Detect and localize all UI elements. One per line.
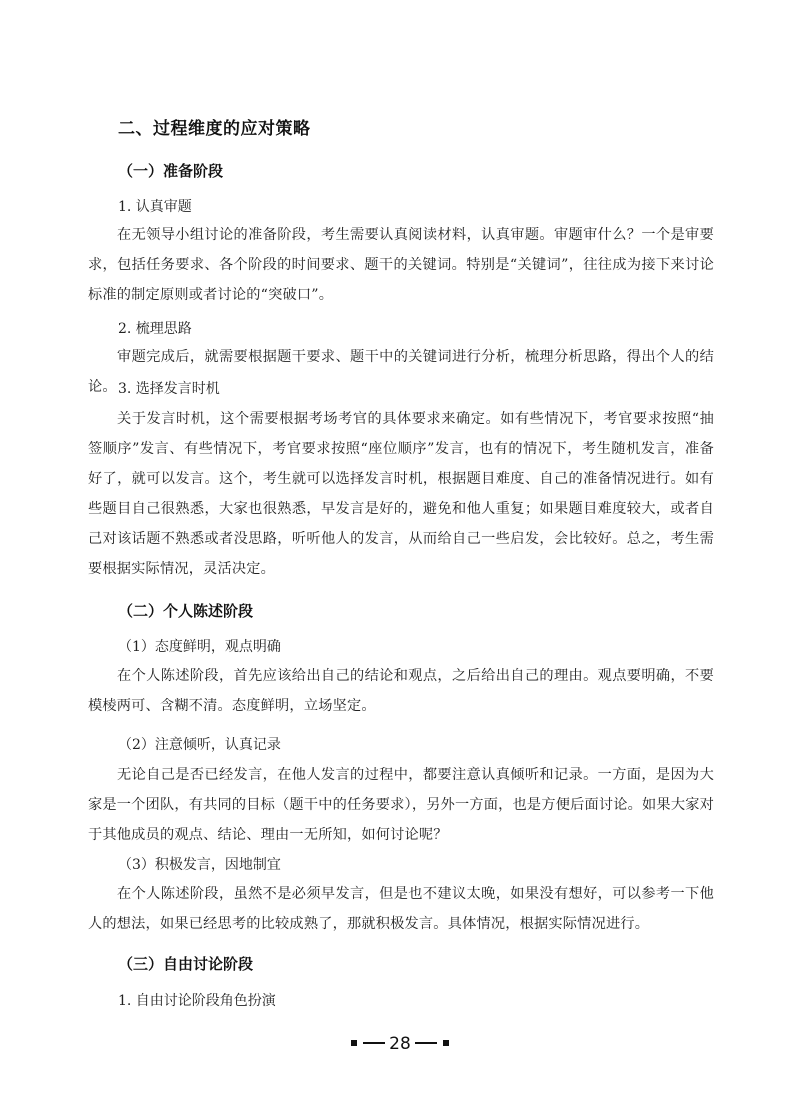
part1-title: （一）准备阶段 (118, 162, 224, 180)
part1-item3-text: 关于发言时机，这个需要根据考场考官的具体要求来确定。如有些情况下，考官要求按照“抽签顺序”发言、有些情况下，考官要求按照“座位顺序”发言，也有的情况下，考生随机发言，准备好了，就可以发言。这个，考生就可以选择发言时机，根据题目难度、自己的准备情况进行。如有些题目自己很熟悉，大家也很熟悉，早发言是好的，避免和他人重复；如果题目难度较大，或者自己对该话题不熟悉或者没思路，听听他人的发言，从而给自己一些启发，会比较好。总之，考生需要根据实际情况，灵活决定。 (88, 411, 714, 577)
section-title: 二、过程维度的应对策略 (118, 119, 311, 139)
part2-item3-title: （3）积极发言，因地制宜 (118, 857, 281, 873)
part1-item2-text: 审题完成后，就需要根据题干要求、题干中的关键词进行分析，梳理分析思路，得出个人的结论。 (88, 349, 714, 395)
part2-item2-text: 无论自己是否已经发言，在他人发言的过程中，都要注意认真倾听和记录。一方面，是因为大家是一个团队，有共同的目标（题干中的任务要求），另外一方面，也是方便后面讨论。如果大家对于其他成员的观点、结论、理由一无所知，如何讨论呢？ (88, 767, 714, 843)
page-footer (0, 1034, 800, 1054)
part3-title: （三）自由讨论阶段 (118, 955, 254, 973)
footer-dash-right (415, 1042, 437, 1044)
part1-item1-title: 1. 认真审题 (118, 199, 192, 215)
page-number: 28 (389, 1034, 411, 1054)
part1-item1-text: 在无领导小组讨论的准备阶段，考生需要认真阅读材料，认真审题。审题审什么？一个是审要求，包括任务要求、各个阶段的时间要求、题干的关键词。特别是“关键词”，往往成为接下来讨论标准的制定原则或者讨论的“突破口”。 (88, 227, 714, 303)
part1-item2-title: 2. 梳理思路 (118, 321, 192, 337)
footer-square-left (351, 1040, 357, 1046)
part2-item3-text: 在个人陈述阶段，虽然不是必须早发言，但是也不建议太晚，如果没有想好，可以参考一下他人的想法，如果已经思考的比较成熟了，那就积极发言。具体情况，根据实际情况进行。 (88, 886, 714, 932)
part1-item3-title: 3. 选择发言时机 (118, 381, 220, 397)
part2-item1-text: 在个人陈述阶段，首先应该给出自己的结论和观点，之后给出自己的理由。观点要明确，不要模棱两可、含糊不清。态度鲜明，立场坚定。 (88, 668, 714, 714)
part2-item2-title: （2）注意倾听，认真记录 (118, 737, 281, 753)
part3-item1-title: 1. 自由讨论阶段角色扮演 (118, 993, 276, 1009)
part2-title: （二）个人陈述阶段 (118, 602, 254, 620)
part2-item1-title: （1）态度鲜明，观点明确 (118, 639, 281, 655)
footer-dash-left (363, 1042, 385, 1044)
footer-square-right (443, 1040, 449, 1046)
